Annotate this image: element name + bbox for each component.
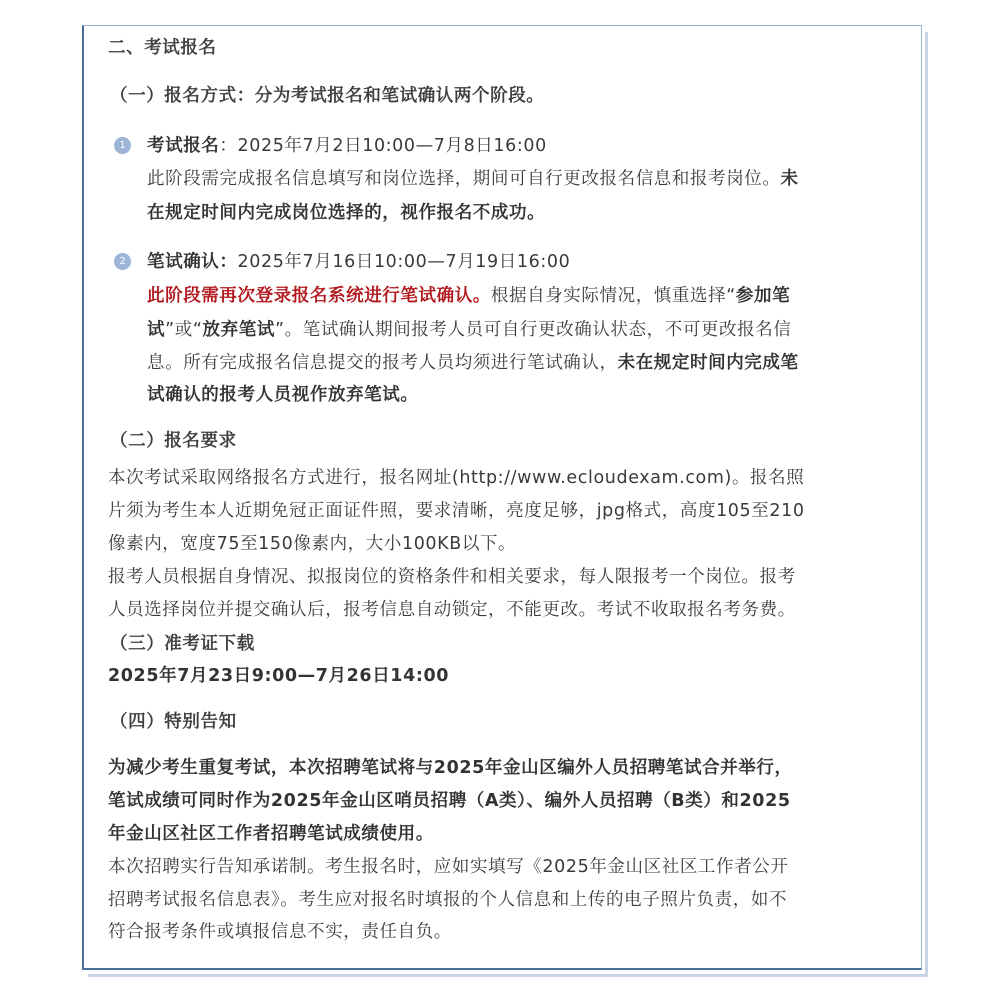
step1-line1 (147, 165, 799, 190)
step1-time: ：2025年7月2日10:00—7月8日16:00 (219, 136, 547, 156)
step2-line2 (147, 316, 791, 341)
sub3-time: 2025年7月23日9:00—7月26日14:00 (108, 666, 449, 686)
step2-line3b: 未在规定时间内完成笔 (617, 353, 799, 373)
step1-number-badge: 1 (114, 137, 131, 154)
step2-line1a: 此阶段需再次登录报名系统进行笔试确认。 (147, 286, 491, 306)
step2-line3a: 息。所有完成报名信息提交的报考人员均须进行笔试确认， (147, 353, 618, 373)
step2-line4: 试确认的报考人员视作放弃笔试。 (147, 385, 419, 405)
step1-line1a: 此阶段需完成报名信息填写和岗位选择，期间可自行更改报名信息和报考岗位。 (147, 169, 781, 189)
sub2-line: 报考人员根据自身情况、拟报岗位的资格条件和相关要求，每人限报考一个岗位。报考 (108, 567, 796, 587)
sub1-title: （一）报名方式：分为考试报名和笔试确认两个阶段。 (110, 86, 545, 106)
step1-line1b: 未 (780, 169, 799, 189)
sub4-line: 符合报考条件或填报信息不实，责任自负。 (108, 922, 452, 942)
step2-line1b: 根据自身实际情况，慎重选择“ (490, 286, 736, 306)
sub4-line: 本次招聘实行告知承诺制。考生报名时，应如实填写《2025年金山区社区工作者公开 (108, 857, 789, 877)
step2-line1 (147, 282, 790, 307)
step2-line1c: 参加笔 (735, 286, 791, 306)
sub4-line: 招聘考试报名信息表》。考生应对报名时填报的个人信息和上传的电子照片负责，如不 (108, 890, 788, 910)
sub2-line: 像素内，宽度75至150像素内，大小100KB以下。 (108, 534, 517, 554)
step2-time: 2025年7月16日10:00—7月19日16:00 (237, 252, 571, 272)
sub2-line: 片须为考生本人近期免冠正面证件照，要求清晰，亮度足够，jpg格式，高度105至210 (108, 501, 805, 521)
step2-line2a: 试 (147, 320, 166, 340)
sub4-bold-line: 笔试成绩可同时作为2025年金山区哨员招聘（A类）、编外人员招聘（B类）和2025 (108, 791, 791, 811)
step2-number-badge: 2 (114, 253, 131, 270)
sub3-title: （三）准考证下载 (110, 634, 255, 654)
sub4-bold-line: 为减少考生重复考试，本次招聘笔试将与2025年金山区编外人员招聘笔试合并举行， (108, 758, 793, 778)
step2-line3 (147, 349, 799, 374)
step2-label: 笔试确认： (147, 252, 238, 272)
step2-line2c: 放弃笔试 (202, 320, 275, 340)
sub4-bold-line: 年金山区社区工作者招聘笔试成绩使用。 (108, 824, 434, 844)
sub4-title: （四）特别告知 (110, 712, 237, 732)
sub2-line: 人员选择岗位并提交确认后，报考信息自动锁定，不能更改。考试不收取报名考务费。 (108, 600, 796, 620)
step2-line2b: ”或“ (165, 320, 203, 340)
step2-header (147, 248, 570, 273)
sub2-line: 本次考试采取网络报名方式进行，报名网址(http://www.ecloudexam.com)。报名照 (108, 468, 805, 488)
step1-line2: 在规定时间内完成岗位选择的，视作报名不成功。 (147, 203, 546, 223)
step2-line2d: ”。笔试确认期间报考人员可自行更改确认状态，不可更改报名信 (274, 320, 792, 340)
sub2-title: （二）报名要求 (110, 431, 237, 451)
step1-label: 考试报名 (147, 136, 220, 156)
section-title: 二、考试报名 (108, 38, 217, 58)
step1-header (147, 132, 547, 157)
